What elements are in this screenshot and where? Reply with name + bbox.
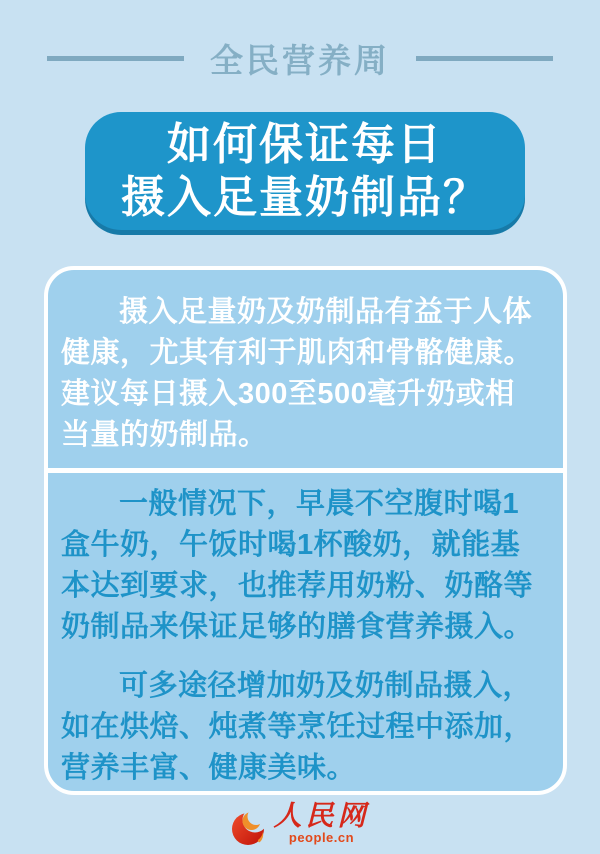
text-line: 可多途径增加奶及奶制品摄入， xyxy=(119,670,533,702)
text-line: 一般情况下，早晨不空腹时喝1 xyxy=(119,488,520,520)
logo-name-cn: 人民网 xyxy=(273,800,370,831)
text-line: 健康，尤其有利于肌肉和骨骼健康。 xyxy=(61,337,534,369)
header xyxy=(0,36,600,80)
text-line: 建议每日摄入300至500毫升奶或相 xyxy=(61,378,515,410)
text-line: 盒牛奶，午饭时喝1杯酸奶，就能基 xyxy=(61,529,521,561)
paragraph-cooking-tips xyxy=(61,666,555,789)
header-title: 全民营养周 xyxy=(210,41,390,79)
peoples-daily-swirl-icon xyxy=(230,804,268,848)
text-line: 本达到要求，也推荐用奶粉、奶酪等 xyxy=(61,570,534,602)
title-line-1: 如何保证每日 xyxy=(167,120,443,169)
logo-domain: people.cn xyxy=(288,830,355,845)
text-line: 如在烘焙、炖煮等烹饪过程中添加， xyxy=(61,711,534,743)
header-right-dash xyxy=(416,56,553,61)
header-left-dash xyxy=(47,56,184,61)
intro-section xyxy=(48,270,563,468)
tips-section xyxy=(48,473,563,789)
paragraph-intro xyxy=(61,292,555,456)
logo-text xyxy=(273,802,369,845)
title-card xyxy=(85,112,525,230)
title-line-2: 摄入足量奶制品？ xyxy=(121,173,489,222)
footer-logo xyxy=(0,802,600,848)
text-line: 营养丰富、健康美味。 xyxy=(61,752,357,784)
paragraph-daily-routine xyxy=(61,484,555,648)
text-line: 奶制品来保证足够的膳食营养摄入。 xyxy=(61,611,534,643)
text-line: 当量的奶制品。 xyxy=(61,419,268,451)
text-line: 摄入足量奶及奶制品有益于人体 xyxy=(119,296,533,328)
info-card xyxy=(44,266,567,795)
